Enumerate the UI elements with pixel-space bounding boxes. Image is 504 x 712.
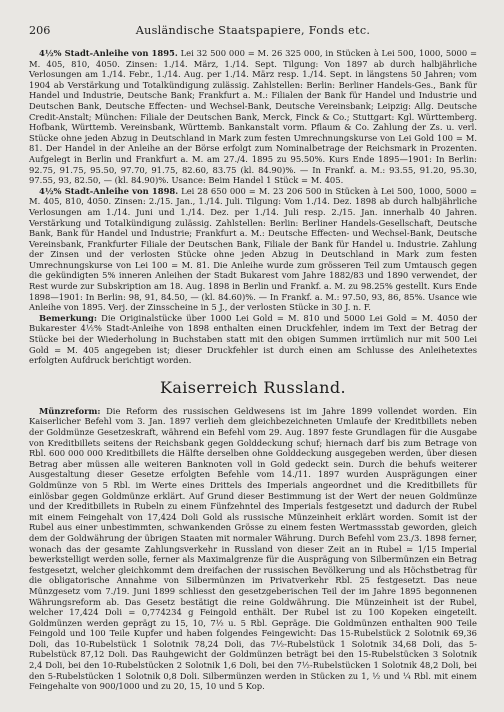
page-number: 206 [29,24,51,37]
currency-reform-paragraph [29,406,477,692]
remark-paragraph [29,313,477,366]
paragraph-lead: 4½% Stadt-Anleihe von 1895. [39,48,178,58]
paragraph-text: Die Originalstücke über 1000 Lei Gold = M. 810 und 5000 Lei Gold = M. 4050 der Bukarester 4½% Stadt-Anleihe von 1898 enthalten einen Druckfehler, indem im Text der Betrag der Stücke bei der Wiederholung in Buchstaben statt mit den obigen Summen irrtümlich nur mit 500 Lei Gold = M. 405 angegeben ist; dieser Druckfehler ist durch einen am Schlusse des Anleihetextes erfolgten Aufdruck berichtigt worden. [29,312,478,366]
paragraph-lead: Münzreform: [39,405,101,416]
paragraph-text: Lei 28 650 000 = M. 23 206 500 in Stücken à Lei 500, 1000, 5000 = M. 405, 810, 4050. Zinsen: 2./15. Jan., 1./14. Juli. Tilgung: Vom 1./14. Dez. 1898 ab durch halbjährliche Verlosungen am 1./14. Juni und 1./14. Dez. per 1./14. Juli resp. 2./15. Jan. innerhalb 40 Jahren. Verstärkung und Totalkündigung zulässig. Zahlstellen: Berlin: Berliner Handels-Gesellschaft, Deutsche Bank, Bank für Handel und Industrie; Frankfurt a. M.: Deutsche Effecten- und Wechsel-Bank, Deutsche Vereinsbank, Frankfurter Filiale der Deutschen Bank, Filiale der Bank für Handel u. Industrie. Zahlung der Zinsen und der verlosten Stücke ohne jeden Abzug in Deutschland in Mark zum festen Umrechnungskurse von Lei 100 = M. 81. Die Anleihe wurde zum grösseren Teil zum Umtausch gegen die gekündigten 5% inneren Anleihen der Stadt Bukarest vom Jahre 1882/83 und 1890 verwendet, der Rest wurde zur Subskription am 18. Aug. 1898 in Berlin und Frankf. a. M. zu 98.25% gestellt. Kurs Ende 1898—1901: In Berlin: 98, 91, 84.50, — (kl. 84.60)%. — In Frankf. a. M.: 97.50, 93, 86, 85%. Usance wie Anleihe von 1895. Verj. der Zinsscheine in 5 J., der verlosten Stücke in 30 J. n. F. [29,185,477,313]
paragraph-lead: 4½% Stadt-Anleihe von 1898. [39,185,179,196]
bucharest-loan-1898-paragraph [29,186,477,313]
running-head: Ausländische Staatspapiere, Fonds etc. [135,24,371,37]
paragraph-text: Die Reform des russischen Geldwesens ist im Jahre 1899 vollendet worden. Ein Kaiserlicher Befehl vom 3. Jan. 1897 verlieh dem gleichbezeichneten Umlaufe der Kreditbillets neben der Goldmünze Gesetzeskraft, während ein Befehl vom 29. Aug. 1897 feste Grundlagen für die Ausgabe von Kreditbillets seitens der Reichsbank gegen Golddeckung schuf; hiernach darf bis zum Betrage von Rbl. 600 000 000 Kreditbillets die Hälfte derselben ohne Golddeckung ausgegeben werden, über diesen Betrag aber müssen alle weiteren Banknoten voll in Gold gedeckt sein. Durch die behufs weiterer Ausgestaltung dieser Gesetze erfolgten Befehle vom 14./11. 1897 wurden Ausprägungen einer Goldmünze von 5 Rbl. im Werte eines Drittels des Imperials angeordnet und die Kreditbillets für einlösbar gegen Goldmünze erklärt. Auf Grund dieser Bestimmung ist der Wert der neuen Goldmünze und der Kreditbillets in Rubeln zu einem Fünfzehntel des Imperials festgesetzt und dadurch der Rubel mit einem Feingehalt von 17,424 Doli Gold als russische Münzeinheit erklärt worden. Somit ist der Rubel aus einer unbestimmten, schwankenden Grösse zu einem festen Wertmassstab geworden, gleich dem der Goldwährung der übrigen Staaten mit normaler Währung. Durch Befehl vom 23./3. 1898 ferner, wonach das der gesamte Zahlungsverkehr in Russland von dieser Zeit an in Rubel = 1/15 Imperial bewerkstelligt werden solle, ferner als Maximalgrenze für die Ausprägung von Silbermünzen ein Betrag festgesetzt, welcher gleichkommt dem dreifachen der russischen Bevölkerung und als Höchstbetrag für die obligatorische Annahme von Silbermünzen im Privatverkehr Rbl. 25 festgesetzt. Das neue Münzgesetz vom 7./19. Juni 1899 schliesst den gesetzgeberischen Teil der im Jahre 1895 begonnenen Währungsreform ab. Das Gesetz bestätigt die reine Goldwährung. Die Münzeinheit ist der Rubel, welcher 17,424 Doli = 0,774234 g Feingold enthält. Der Rubel ist zu 100 Kopeken eingeteilt. Goldmünzen werden geprägt zu 15, 10, 7½ u. 5 Rbl. Gepräge. Die Goldmünzen enthalten 900 Teile Feingold und 100 Teile Kupfer und haben folgendes Feingewicht: Das 15-Rubelstück 2 Solotnik 69,36 Doli, das 10-Rubelstück 1 Solotnik 78,24 Doli, das 7½-Rubelstück 1 Solotnik 34,68 Doli, das 5-Rubelstück 87,12 Doli. Das Rauhgewicht der Goldmünzen beträgt bei den 15-Rubelstücken 3 Solotnik 2,4 Doli, bei den 10-Rubelstücken 2 Solotnik 1,6 Doli, bei den 7½-Rubelstücken 1 Solotnik 48,2 Doli, bei den 5-Rubelstücken 1 Solotnik 0,8 Doli. Silbermünzen werden in Stücken zu 1, ½ und ¼ Rbl. mit einem Feingehalte von 900/1000 und zu 20, 15, 10 und 5 Kop. [29,405,477,692]
bucharest-loan-1895-paragraph [29,48,477,186]
paragraph-text: Lei 32 500 000 = M. 26 325 000, in Stücken à Lei 500, 1000, 5000 = M. 405, 810, 4050. Zinsen: 1./14. März, 1./14. Sept. Tilgung: Von 1897 ab durch halbjährliche Verlosungen am 1./14. Febr., 1./14. Aug. per 1./14. März resp. 1./14. Sept. in längstens 50 Jahren; vom 1904 ab Verstärkung und Totalkündigung zulässig. Zahlstellen: Berlin: Berliner Handels-Ges., Bank für Handel und Industrie, Deutsche Bank; Frankfurt a. M.: Filialen der Bank für Handel und Industrie und Deutschen Bank, Deutsche Effecten- und Wechsel-Bank, Deutsche Vereinsbank; Leipzig: Allg. Deutsche Credit-Anstalt; München: Filiale der Deutschen Bank, Merck, Finck & Co.; Stuttgart: Kgl. Württemberg. Hofbank, Württemb. Vereinsbank, Württemb. Bankanstalt vorm. Pflaum & Co. Zahlung der Zs. u. verl. Stücke ohne jeden Abzug in Deutschland in Mark zum festen Umrechnungskurse von Lei Gold 100 = M. 81. Der Handel in der Anleihe an der Börse erfolgt zum Nominalbetrage der Reichsmark in Prozenten. Aufgelegt in Berlin und Frankfurt a. M. am 27./4. 1895 zu 95.50%. Kurs Ende 1895—1901: In Berlin: 92.75, 91.75, 95.50, 97.70, 91.75, 82.60, 83.75 (kl. 84.90)%. — In Frankf. a. M.: 93.55, 91.20, 95.30, 97.55, 93, 82.50, — (kl. 84.90)%. Usance: Beim Handel 1 Stück = M. 405. [29,48,477,186]
section-title: Kaiserreich Russland. [160,377,346,397]
page-header [29,24,477,38]
paragraph-lead: Bemerkung: [39,312,97,323]
